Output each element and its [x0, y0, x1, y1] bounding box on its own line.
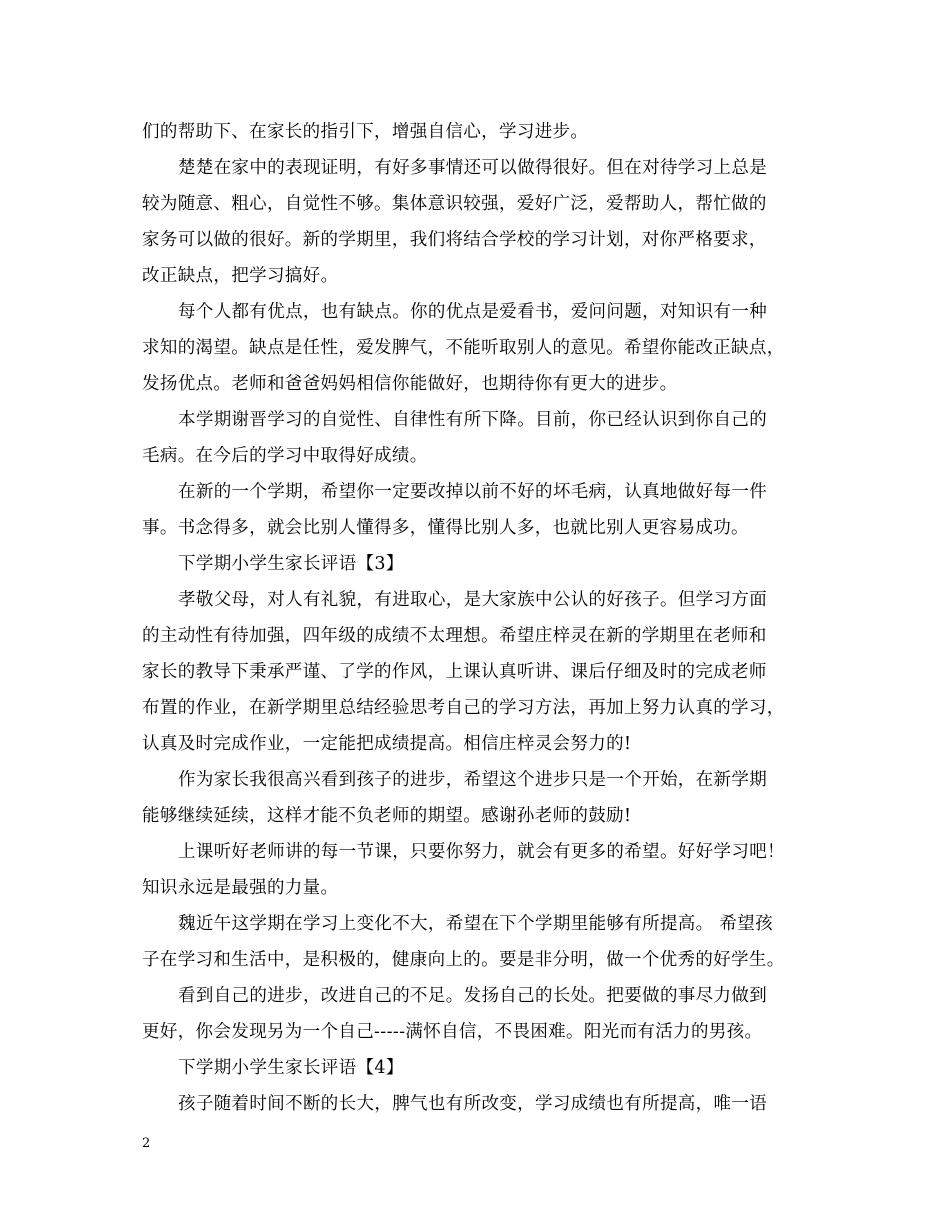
text-line: 每个人都有优点，也有缺点。你的优点是爱看书，爱问问题，对知识有一种 [178, 302, 768, 322]
section-heading: 下学期小学生家长评语【3】 [178, 554, 404, 574]
text-line: 家长的教导下秉承严谨、了学的作风，上课认真听讲、课后仔细及时的完成老师 [142, 662, 767, 682]
text-line: 在新的一个学期，希望你一定要改掉以前不好的坏毛病，认真地做好每一件 [178, 482, 768, 502]
text-line: 魏近午这学期在学习上变化不大，希望在下个学期里能够有所提高。 希望孩 [178, 914, 773, 934]
text-line: 楚楚在家中的表现证明，有好多事情还可以做得很好。但在对待学习上总是 [178, 158, 768, 178]
text-line: 知识永远是最强的力量。 [142, 878, 339, 898]
text-line: 的主动性有待加强，四年级的成绩不太理想。希望庄梓灵在新的学期里在老师和 [142, 626, 767, 646]
text-line: 能够继续延续，这样才能不负老师的期望。感谢孙老师的鼓励! [142, 806, 632, 826]
text-line: 本学期谢晋学习的自觉性、自律性有所下降。目前，你已经认识到你自己的 [178, 410, 768, 430]
text-line: 改正缺点，把学习搞好。 [142, 266, 339, 286]
text-line: 较为随意、粗心，自觉性不够。集体意识较强，爱好广泛，爱帮助人，帮忙做的 [142, 194, 767, 214]
text-line: 上课听好老师讲的每一节课，只要你努力，就会有更多的希望。好好学习吧！ [178, 842, 785, 862]
text-line: 看到自己的进步，改进自己的不足。发扬自己的长处。把要做的事尽力做到 [178, 986, 768, 1006]
text-line: 孩子随着时间不断的长大，脾气也有所改变，学习成绩也有所提高，唯一语 [178, 1094, 768, 1114]
section-heading: 下学期小学生家长评语【4】 [178, 1058, 404, 1078]
text-line: 布置的作业，在新学期里总结经验思考自己的学习方法，再加上努力认真的学习， [142, 698, 785, 718]
text-line: 作为家长我很高兴看到孩子的进步，希望这个进步只是一个开始，在新学期 [178, 770, 768, 790]
text-line: 家务可以做的很好。新的学期里，我们将结合学校的学习计划，对你严格要求， [142, 230, 767, 250]
text-line: 毛病。在今后的学习中取得好成绩。 [142, 446, 428, 466]
text-line: 事。书念得多，就会比别人懂得多，懂得比别人多，也就比别人更容易成功。 [142, 518, 749, 538]
text-line: 更好，你会发现另为一个自己-----满怀自信，不畏困难。阳光而有活力的男孩。 [142, 1022, 763, 1042]
text-line: 发扬优点。老师和爸爸妈妈相信你能做好，也期待你有更大的进步。 [142, 374, 678, 394]
text-line: 子在学习和生活中，是积极的，健康向上的。要是非分明，做一个优秀的好学生。 [142, 950, 785, 970]
text-line: 认真及时完成作业，一定能把成绩提高。相信庄梓灵会努力的! [142, 734, 632, 754]
text-line: 们的帮助下、在家长的指引下，增强自信心，学习进步。 [142, 122, 589, 142]
text-line: 孝敬父母，对人有礼貌，有进取心，是大家族中公认的好孩子。但学习方面 [178, 590, 768, 610]
text-line: 求知的渴望。缺点是任性，爱发脾气，不能听取别人的意见。希望你能改正缺点， [142, 338, 785, 358]
page-number: 2 [142, 1136, 151, 1151]
